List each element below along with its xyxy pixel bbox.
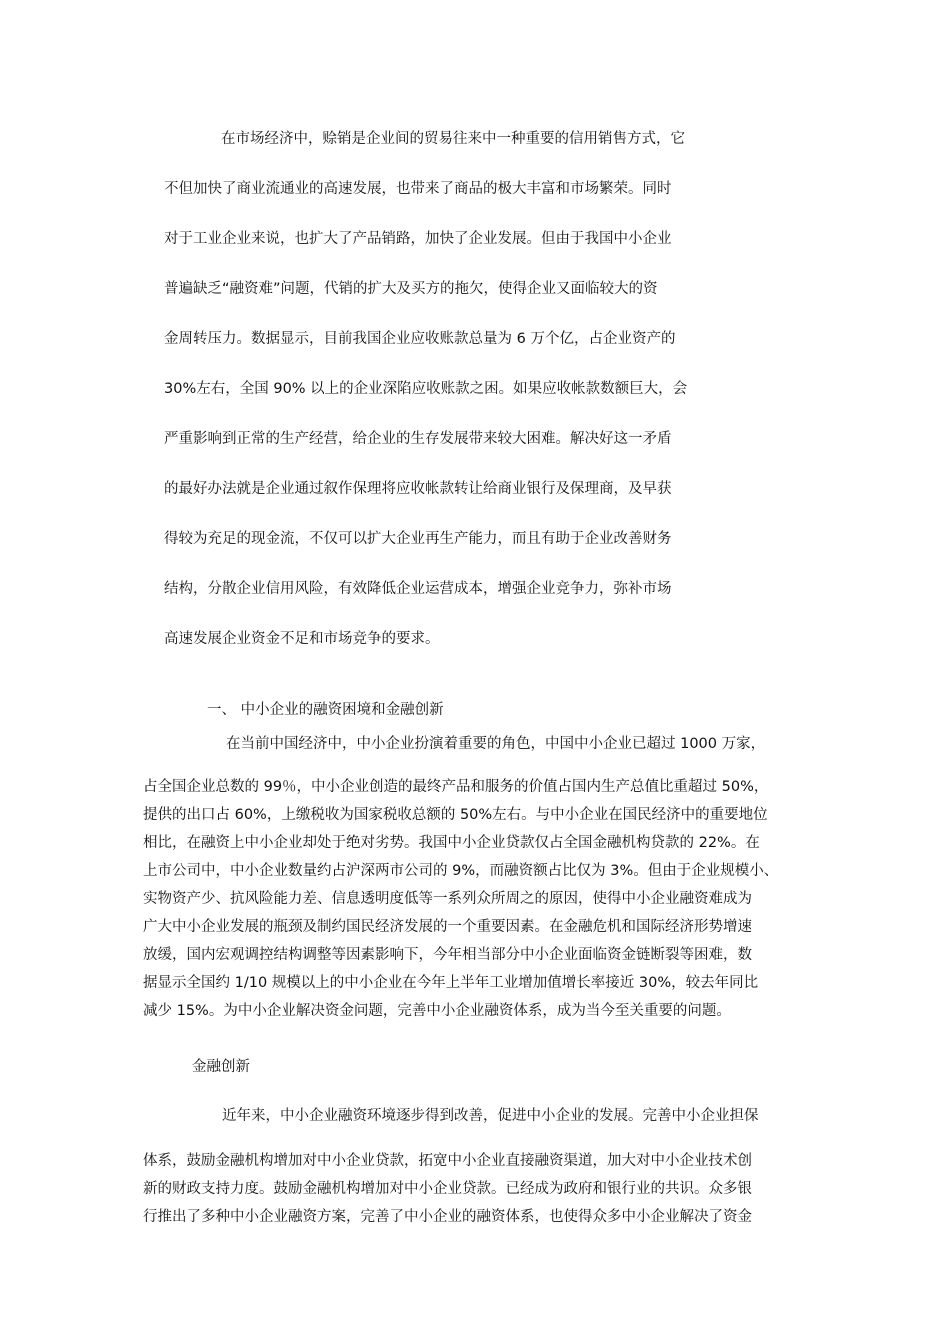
text-line: 对于工业企业来说，也扩大了产品销路，加快了企业发展。但由于我国中小企业 <box>164 231 672 247</box>
text-line: 金周转压力。数据显示，目前我国企业应收账款总量为 6 万个亿，占企业资产的 <box>164 331 676 347</box>
text-line: 结构，分散企业信用风险，有效降低企业运营成本，增强企业竞争力，弥补市场 <box>164 581 672 597</box>
text-line: 高速发展企业资金不足和市场竞争的要求。 <box>164 631 440 647</box>
text-line: 占全国企业总数的 99％，中小企业创造的最终产品和服务的价值占国内生产总值比重超过 50%， <box>143 779 769 795</box>
text-line: 广大中小企业发展的瓶颈及制约国民经济发展的一个重要因素。在金融危机和国际经济形势增速 <box>143 919 752 935</box>
text-line: 得较为充足的现金流，不仅可以扩大企业再生产能力，而且有助于企业改善财务 <box>164 531 672 547</box>
text-line: 不但加快了商业流通业的高速发展，也带来了商品的极大丰富和市场繁荣。同时 <box>164 181 672 197</box>
text-line: 近年来，中小企业融资环境逐步得到改善，促进中小企业的发展。完善中小企业担保 <box>222 1108 759 1124</box>
text-line: 普遍缺乏“融资难”问题，代销的扩大及买方的拖欠，使得企业又面临较大的资 <box>164 281 658 297</box>
text-line: 的最好办法就是企业通过叙作保理将应收帐款转让给商业银行及保理商，及早获 <box>164 481 672 497</box>
text-line: 30%左右，全国 90% 以上的企业深陷应收账款之困。如果应收帐款数额巨大，会 <box>164 381 688 397</box>
text-line: 行推出了多种中小企业融资方案，完善了中小企业的融资体系，也使得众多中小企业解决了资金 <box>143 1209 752 1225</box>
text-line: 相比，在融资上中小企业却处于绝对劣势。我国中小企业贷款仅占全国金融机构贷款的 22%。在 <box>143 835 760 851</box>
section-heading: 一、 中小企业的融资困境和金融创新 <box>207 702 444 718</box>
text-line: 提供的出口占 60%，上缴税收为国家税收总额的 50%左右。与中小企业在国民经济中的重要地位 <box>143 807 768 823</box>
text-line: 放缓，国内宏观调控结构调整等因素影响下，今年相当部分中小企业面临资金链断裂等困难，数 <box>143 947 752 963</box>
text-line: 体系，鼓励金融机构增加对中小企业贷款，拓宽中小企业直接融资渠道，加大对中小企业技术创 <box>143 1153 752 1169</box>
text-line: 上市公司中，中小企业数量约占沪深两市公司的 9%，而融资额占比仅为 3%。但由于企业规模小、 <box>143 863 779 879</box>
text-line: 据显示全国约 1/10 规模以上的中小企业在今年上半年工业增加值增长率接近 30%，较去年同比 <box>143 975 759 991</box>
text-line: 新的财政支持力度。鼓励金融机构增加对中小企业贷款。已经成为政府和银行业的共识。众多银 <box>143 1181 752 1197</box>
text-line: 实物资产少、抗风险能力差、信息透明度低等一系列众所周之的原因，使得中小企业融资难成为 <box>143 891 752 907</box>
text-line: 减少 15%。为中小企业解决资金问题，完善中小企业融资体系，成为当今至关重要的问题。 <box>143 1003 731 1019</box>
text-line: 严重影响到正常的生产经营，给企业的生存发展带来较大困难。解决好这一矛盾 <box>164 431 672 447</box>
text-line: 在当前中国经济中，中小企业扮演着重要的角色，中国中小企业已超过 1000 万家， <box>226 736 766 752</box>
text-line: 在市场经济中，赊销是企业间的贸易往来中一种重要的信用销售方式，它 <box>221 131 685 147</box>
section-heading: 金融创新 <box>192 1059 250 1075</box>
